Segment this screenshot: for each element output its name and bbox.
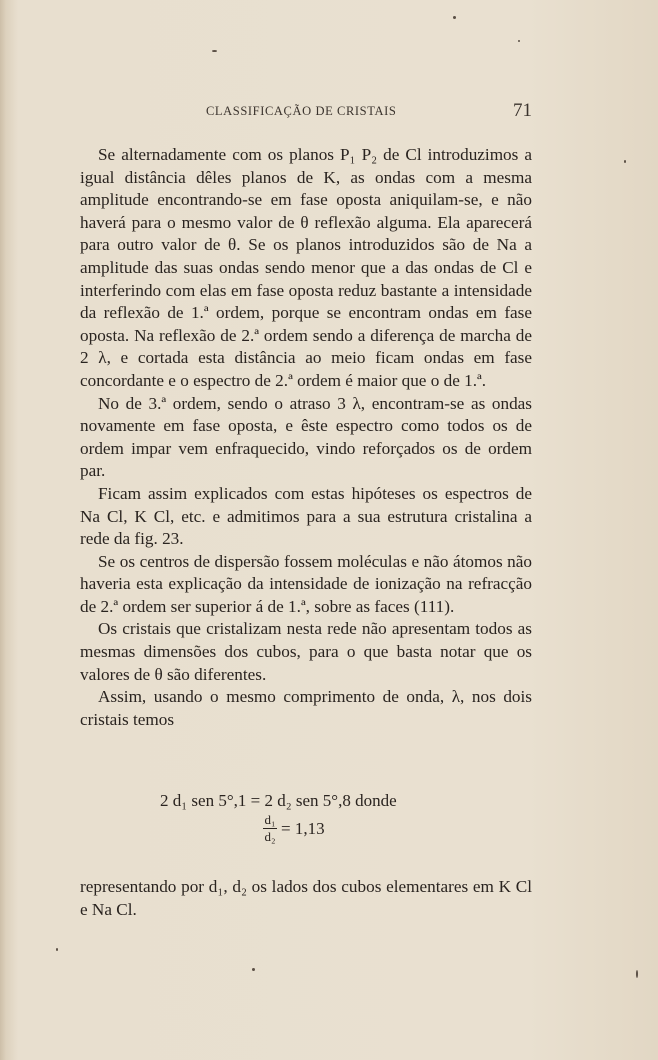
paragraph: Se alternadamente com os planos P₁ P₂ de Cl introduzimos a igual distância dêles planos de K, as ondas com a mesma amplitude encontrando-se em fase oposta aniquilam-se, e não haverá para o mesmo valor de θ reflexão alguma. Ela aparecerá para outro valor de θ. Se os planos introduzidos são de Na a amplitude das suas ondas sendo menor que a das ondas de Cl e interferindo com elas em fase oposta reduz bastante a intensidade da reflexão de 1.ª ordem, porque se encontram ondas em fase oposta. Na reflexão de 2.ª ordem sendo a diferença de marcha de 2 λ, e cortada esta distância ao meio ficam ondas em fase concordante e o espectro de 2.ª ordem é maior que o de 1.ª. [80, 145, 532, 390]
formula-block [80, 787, 532, 863]
paragraph: Os cristais que cristalizam nesta rede não apresentam todos as mesmas dimensões dos cubos, para o que basta notar que os valores de θ são diferentes. [80, 619, 532, 684]
running-head [80, 100, 532, 128]
paper-speck [624, 160, 626, 163]
paper-speck [453, 16, 456, 19]
paper-speck [636, 970, 638, 978]
paragraph: representando por d₁, d₂ os lados dos cubos elementares em K Cl e Na Cl. [80, 877, 532, 919]
page-number: 71 [513, 100, 532, 121]
paragraph: Se os centros de dispersão fossem moléculas e não átomos não haveria esta explicação da intensidade de ionização na refracção de 2.ª ordem ser superior á de 1.ª, sobre as faces (111). [80, 551, 532, 616]
ratio-formula [263, 813, 325, 844]
paper-speck [56, 948, 58, 951]
running-title: CLASSIFICAÇÃO DE CRISTAIS [206, 104, 397, 118]
paragraph: Assim, usando o mesmo comprimento de onda, λ, nos dois cristais temos [80, 687, 532, 729]
formula-equation: 2 d₁ sen 5°,1 = 2 d₂ sen 5°,8 donde [160, 791, 397, 810]
fraction-denominator: d₂ [264, 829, 276, 844]
ratio-result: = 1,13 [281, 818, 325, 838]
fraction [263, 813, 277, 844]
fraction-numerator: d₁ [264, 812, 276, 827]
body-text [80, 144, 532, 731]
paper-speck [212, 50, 217, 52]
paragraph: Ficam assim explicados com estas hipóteses os espectros de Na Cl, K Cl, etc. e admitimos para a sua estrutura cristalina a rede da fig. 23. [80, 483, 532, 549]
paper-speck [252, 968, 255, 971]
closing-text [80, 876, 532, 921]
paragraph: No de 3.ª ordem, sendo o atraso 3 λ, encontram-se as ondas novamente em fase oposta, e êste espectro como todos os de ordem impar vem enfraquecido, vindo reforçados os de ordem par. [80, 393, 532, 481]
paper-speck [518, 40, 520, 42]
